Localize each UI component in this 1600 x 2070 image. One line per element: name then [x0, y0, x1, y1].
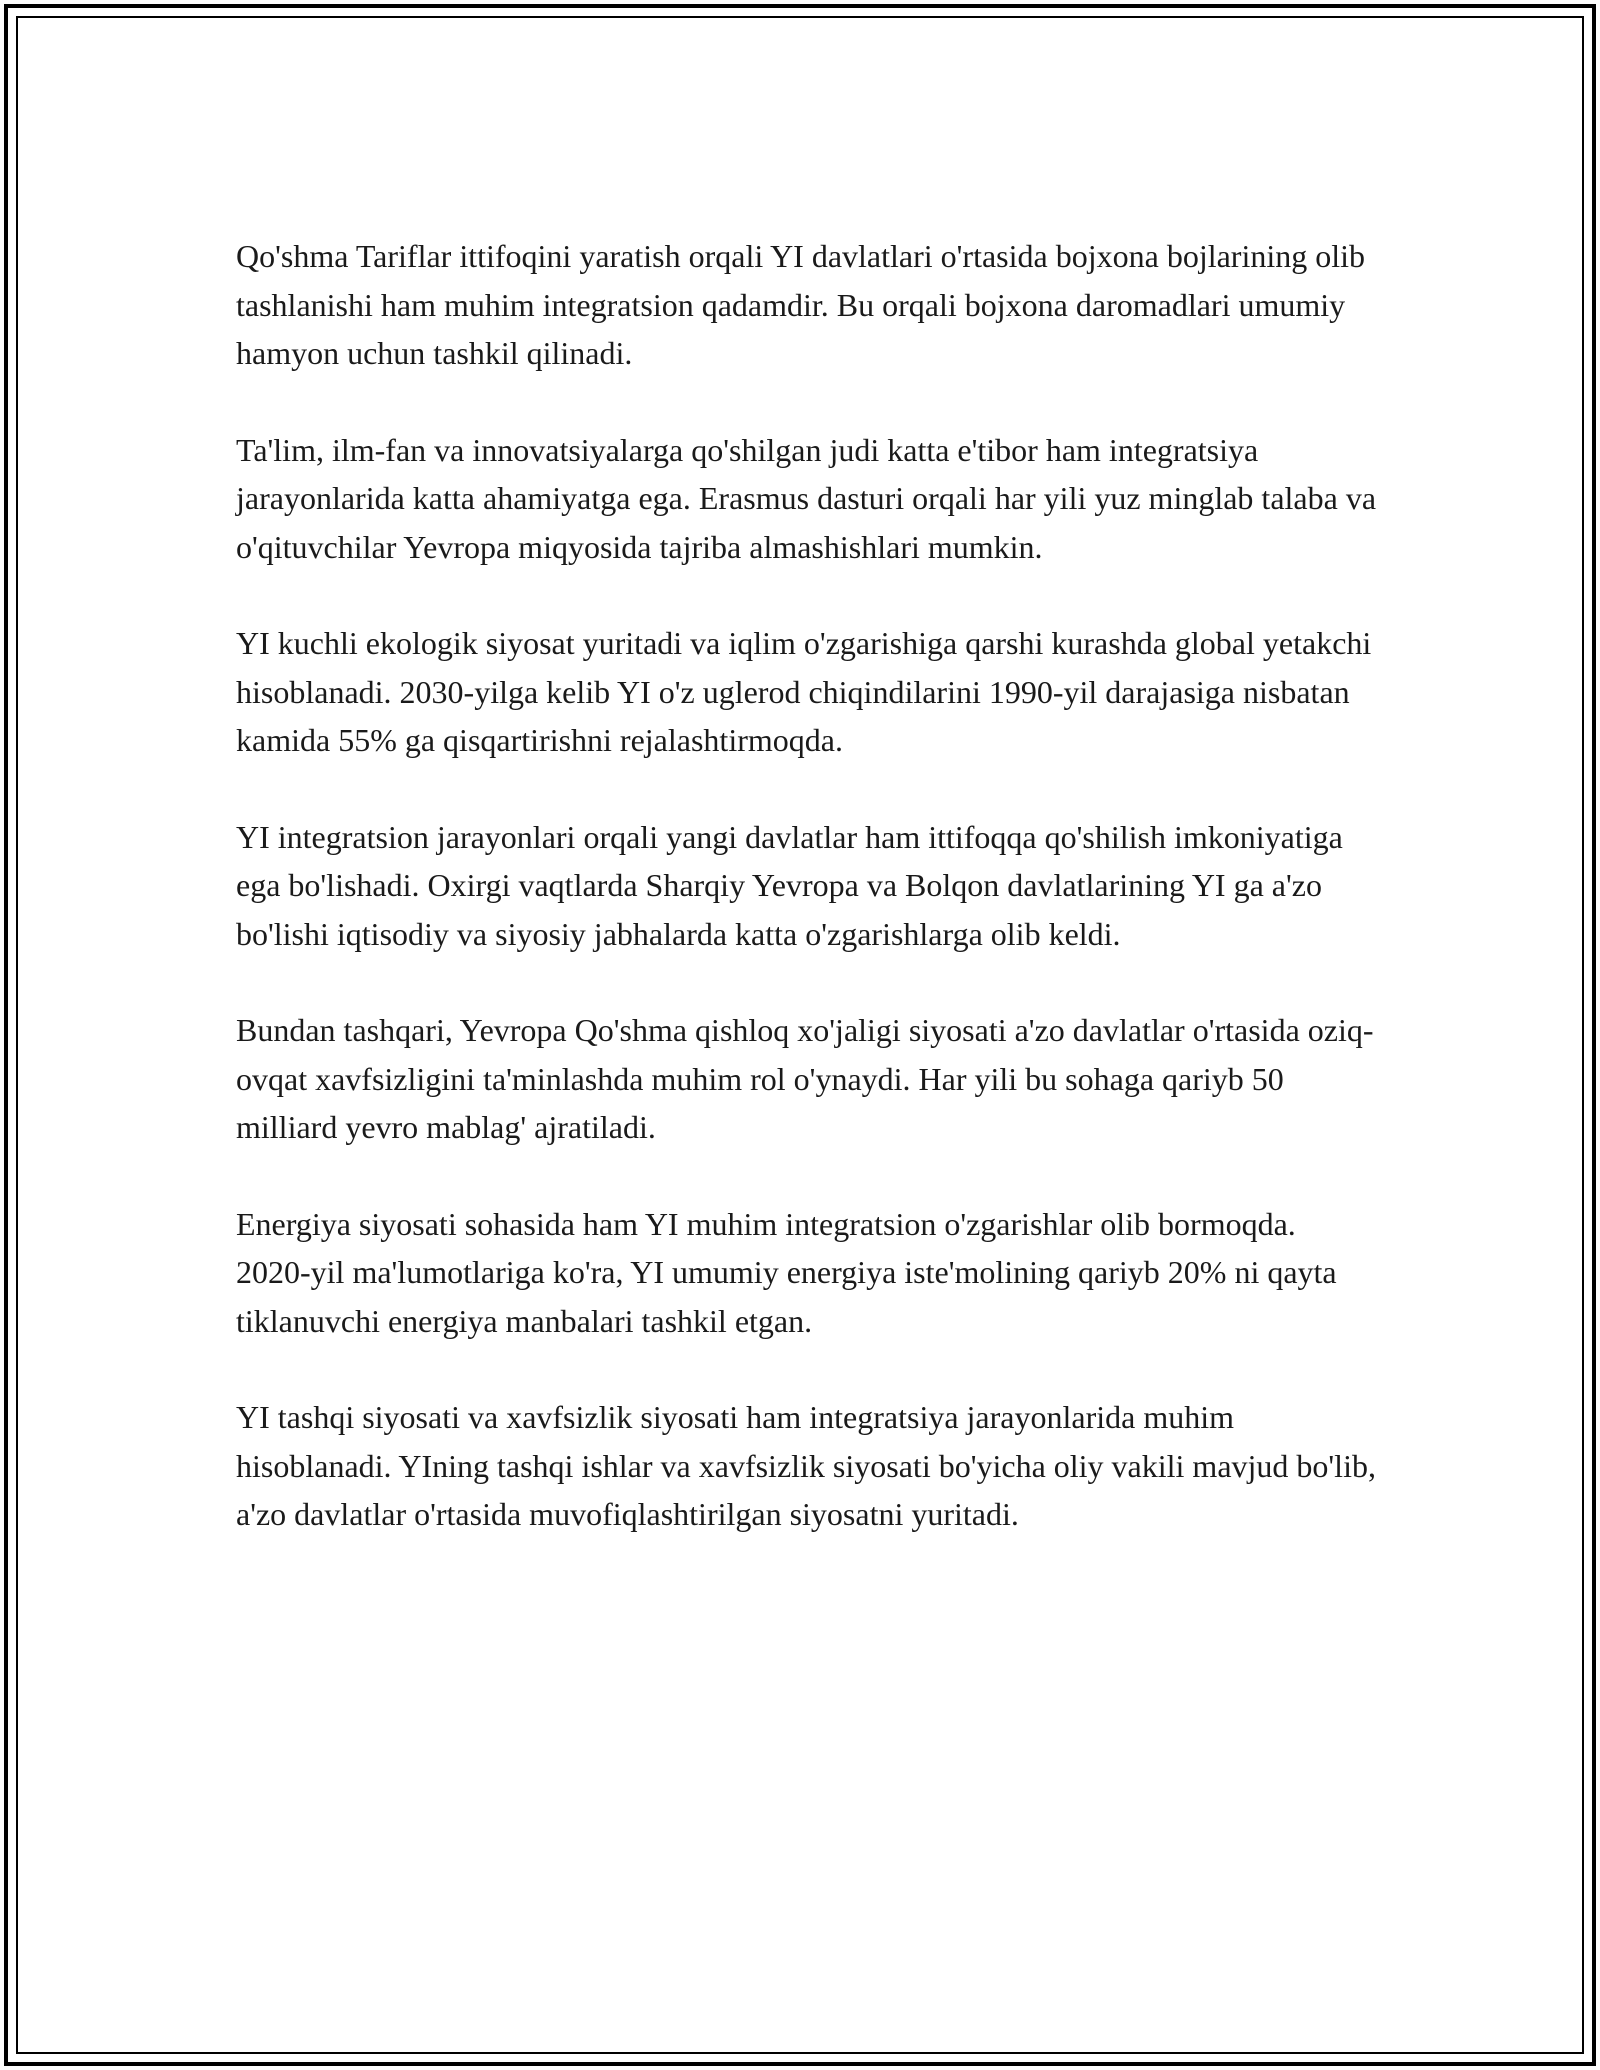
paragraph-agriculture-policy: Bundan tashqari, Yevropa Qo'shma qishloq xo'jaligi siyosati a'zo davlatlar o'rtasida oziq-ovqat xavfsizligini ta'minlashda muhim rol o'ynaydi. Har yili bu sohaga qariyb 50 milliard yevro mablag' ajratiladi. [236, 1012, 1374, 1145]
document-body [236, 232, 1376, 1587]
paragraph-ecology-policy: YI kuchli ekologik siyosat yuritadi va iqlim o'zgarishiga qarshi kurashda global yetakchi hisoblanadi. 2030-yilga kelib YI o'z uglerod chiqindilarini 1990-yil darajasiga nisbatan kamida 55% ga qisqartirishni rejalashtirmoqda. [236, 625, 1372, 758]
paragraph-customs-union: Qo'shma Tariflar ittifoqini yaratish orqali YI davlatlari o'rtasida bojxona bojlarining olib tashlanishi ham muhim integratsion qadamdir. Bu orqali bojxona daromadlari umumiy hamyon uchun tashkil qilinadi. [236, 238, 1366, 371]
paragraph-energy-policy: Energiya siyosati sohasida ham YI muhim integratsion o'zgarishlar olib bormoqda. 2020-yil ma'lumotlariga ko'ra, YI umumiy energiya iste'molining qariyb 20% ni qayta tiklanuvchi energiya manbalari tashkil etgan. [236, 1205, 1337, 1339]
paragraph-foreign-security-policy: YI tashqi siyosati va xavfsizlik siyosati ham integratsiya jarayonlarida muhim hisoblanadi. YIning tashqi ishlar va xavfsizlik siyosati bo'yicha oliy vakili mavjud bo'lib, a'zo davlatlar o'rtasida muvofiqlashtirilgan siyosatni yuritadi. [236, 1399, 1376, 1532]
paragraph-education-erasmus: Ta'lim, ilm-fan va innovatsiyalarga qo'shilgan judi katta e'tibor ham integratsiya jarayonlarida katta ahamiyatga ega. Erasmus dasturi orqali har yili yuz minglab talaba va o'qituvchilar Yevropa miqyosida tajriba almashishlari mumkin. [236, 431, 1377, 565]
paragraph-enlargement: YI integratsion jarayonlari orqali yangi davlatlar ham ittifoqqa qo'shilish imkoniyatiga ega bo'lishadi. Oxirgi vaqtlarda Sharqiy Yevropa va Bolqon davlatlarining YI ga a'zo bo'lishi iqtisodiy va siyosiy jabhalarda katta o'zgarishlarga olib keldi. [236, 818, 1343, 952]
